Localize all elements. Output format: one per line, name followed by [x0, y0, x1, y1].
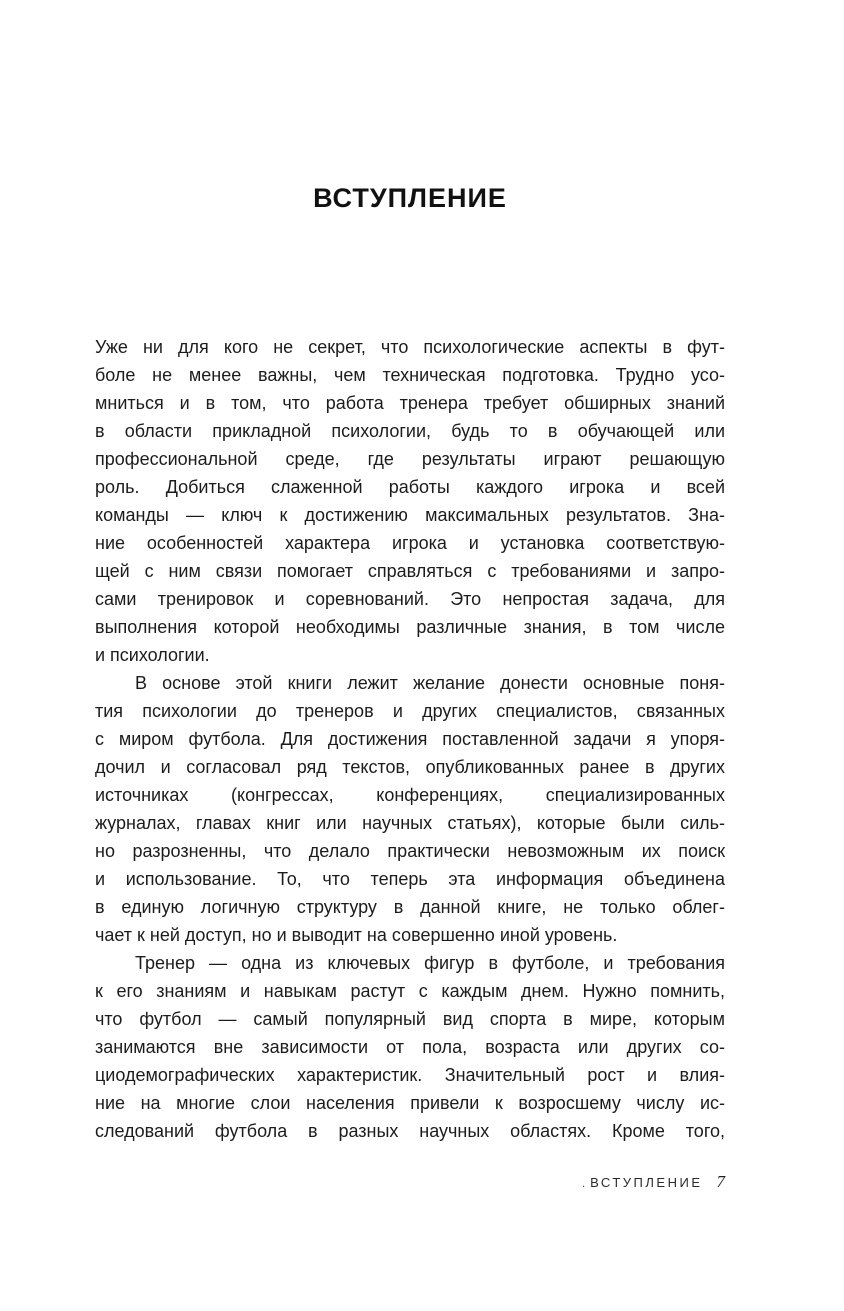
text-line: журналах, главах книг или научных статьях), которые были силь- — [95, 813, 725, 833]
text-line: в единую логичную структуру в данной книге, не только облег- — [95, 897, 725, 917]
text-line: Тренер — одна из ключевых фигур в футболе, и требования — [135, 953, 725, 973]
text-line: мниться и в том, что работа тренера требует обширных знаний — [95, 393, 725, 413]
footer-section-label: ВСТУПЛЕНИЕ — [590, 1175, 703, 1190]
text-line: циодемографических характеристик. Значительный рост и влия- — [95, 1065, 725, 1085]
text-line: источниках (конгрессах, конференциях, специализированных — [95, 785, 725, 805]
text-line: В основе этой книги лежит желание донести основные поня- — [135, 673, 725, 693]
text-line: но разрозненны, что делало практически невозможным их поиск — [95, 841, 725, 861]
running-footer — [95, 1172, 725, 1192]
text-line: и использование. То, что теперь эта информация объединена — [95, 869, 725, 889]
body-text — [95, 333, 725, 1145]
text-line: сами тренировок и соревнований. Это непростая задача, для — [95, 589, 725, 609]
text-line: тия психологии до тренеров и других специалистов, связанных — [95, 701, 725, 721]
text-line: боле не менее важны, чем техническая подготовка. Трудно усо- — [95, 365, 725, 385]
text-line: Уже ни для кого не секрет, что психологические аспекты в фут- — [95, 337, 725, 357]
text-line: ние на многие слои населения привели к возросшему числу ис- — [95, 1093, 725, 1113]
text-line: занимаются вне зависимости от пола, возраста или других со- — [95, 1037, 725, 1057]
text-line: с миром футбола. Для достижения поставленной задачи я упоря- — [95, 729, 725, 749]
footer-page-number: 7 — [716, 1172, 725, 1191]
text-line: чает к ней доступ, но и выводит на совершенно иной уровень. — [95, 925, 618, 945]
text-line: ние особенностей характера игрока и установка соответствую- — [95, 533, 725, 553]
text-line: дочил и согласовал ряд текстов, опубликованных ранее в других — [95, 757, 725, 777]
footer-dot: . — [581, 1176, 586, 1190]
text-line: щей с ним связи помогает справляться с требованиями и запро- — [95, 561, 725, 581]
paragraph — [95, 669, 725, 949]
chapter-heading: ВСТУПЛЕНИЕ — [313, 183, 507, 214]
text-line: в области прикладной психологии, будь то в обучающей или — [95, 421, 725, 441]
text-line: выполнения которой необходимы различные знания, в том числе — [95, 617, 725, 637]
text-line: профессиональной среде, где результаты играют решающую — [95, 449, 725, 469]
text-line: что футбол — самый популярный вид спорта в мире, которым — [95, 1009, 725, 1029]
text-line: и психологии. — [95, 645, 210, 665]
paragraph — [95, 949, 725, 1145]
text-line: команды — ключ к достижению максимальных результатов. Зна- — [95, 505, 725, 525]
text-line: следований футбола в разных научных областях. Кроме того, — [95, 1121, 725, 1141]
paragraph — [95, 333, 725, 669]
text-line: к его знаниям и навыкам растут с каждым днем. Нужно помнить, — [95, 981, 725, 1001]
text-line: роль. Добиться слаженной работы каждого игрока и всей — [95, 477, 725, 497]
